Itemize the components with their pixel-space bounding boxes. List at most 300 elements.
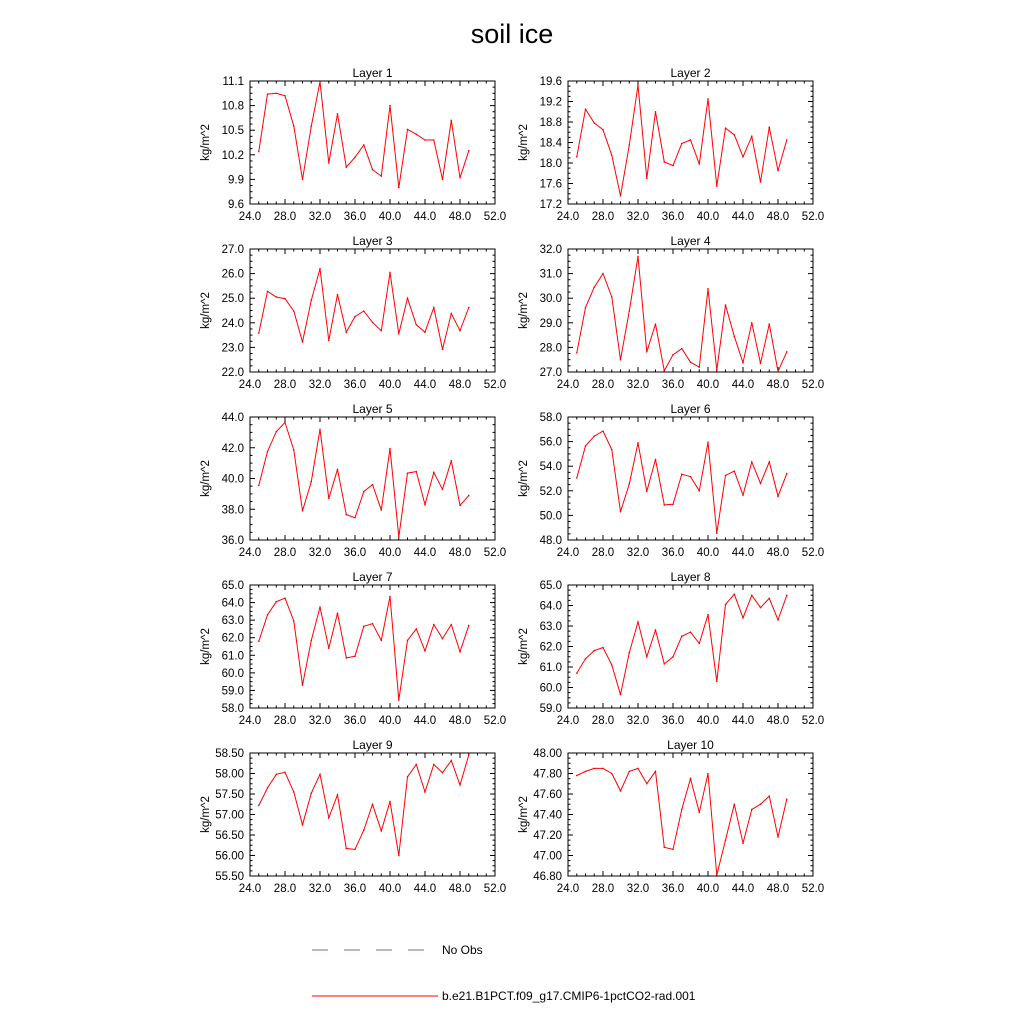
x-tick-label: 36.0 — [343, 211, 367, 223]
x-tick-label: 44.0 — [731, 715, 755, 727]
data-point — [646, 656, 648, 658]
x-tick-label: 32.0 — [626, 883, 650, 895]
data-point — [398, 699, 400, 701]
data-point — [672, 354, 674, 356]
y-tick-label: 32.0 — [539, 244, 562, 256]
y-tick-label: 17.6 — [539, 178, 562, 191]
x-tick-label: 24.0 — [556, 379, 580, 391]
y-tick-label: 18.0 — [539, 158, 562, 170]
y-tick-label: 58.0 — [539, 412, 562, 424]
data-point — [742, 362, 744, 364]
data-point — [620, 359, 622, 361]
data-point — [725, 604, 727, 606]
data-point — [672, 165, 674, 167]
data-point — [768, 795, 770, 797]
y-tick-label: 17.2 — [539, 199, 562, 211]
data-point — [602, 430, 604, 432]
data-point — [389, 105, 391, 107]
data-point — [733, 593, 735, 595]
x-tick-label: 40.0 — [378, 883, 402, 895]
y-axis-label: kg/m^2 — [518, 124, 530, 161]
data-point — [733, 470, 735, 472]
data-point — [293, 125, 295, 127]
y-tick-label: 54.0 — [539, 461, 562, 474]
y-tick-label: 58.50 — [215, 748, 244, 760]
x-tick-label: 52.0 — [483, 883, 507, 895]
data-point — [585, 307, 587, 309]
x-tick-label: 48.0 — [766, 715, 790, 727]
data-point — [415, 628, 417, 630]
data-point — [602, 768, 604, 770]
data-point — [751, 461, 753, 463]
data-point — [768, 323, 770, 325]
data-point — [637, 768, 639, 770]
data-point — [433, 624, 435, 626]
y-axis-label: kg/m^2 — [518, 628, 530, 665]
data-point — [267, 614, 269, 616]
data-point — [751, 594, 753, 596]
x-tick-label: 24.0 — [556, 547, 580, 559]
data-point — [593, 122, 595, 124]
data-point — [698, 643, 700, 645]
data-point — [275, 296, 277, 298]
data-point — [328, 162, 330, 164]
data-point — [407, 472, 409, 474]
x-tick-label: 48.0 — [448, 211, 472, 223]
data-point — [407, 129, 409, 131]
x-tick-label: 52.0 — [483, 379, 507, 391]
data-point — [707, 773, 709, 775]
panel-title: Layer 9 — [352, 738, 393, 752]
y-tick-label: 23.0 — [221, 342, 244, 355]
data-point — [628, 771, 630, 773]
data-point — [681, 143, 683, 145]
data-point — [442, 179, 444, 181]
data-point — [628, 310, 630, 312]
data-point — [585, 445, 587, 447]
y-tick-label: 56.50 — [215, 830, 244, 842]
data-point — [777, 836, 779, 838]
data-point — [646, 491, 648, 493]
y-tick-label: 59.0 — [539, 703, 562, 715]
data-point — [380, 330, 382, 332]
y-tick-label: 9.6 — [228, 199, 244, 211]
data-point — [424, 139, 426, 141]
data-point — [690, 778, 692, 780]
y-tick-label: 38.0 — [221, 504, 244, 517]
data-point — [415, 764, 417, 766]
y-tick-label: 47.40 — [533, 809, 562, 822]
y-tick-label: 47.80 — [533, 768, 562, 781]
x-tick-label: 24.0 — [238, 211, 262, 223]
data-point — [576, 672, 578, 674]
y-tick-label: 48.00 — [533, 748, 562, 760]
x-tick-label: 48.0 — [766, 379, 790, 391]
x-tick-label: 44.0 — [731, 883, 755, 895]
y-tick-label: 22.0 — [221, 367, 244, 379]
x-tick-label: 48.0 — [448, 715, 472, 727]
y-tick-label: 18.4 — [539, 137, 562, 150]
data-point — [663, 161, 665, 163]
data-point — [576, 775, 578, 777]
data-point — [593, 768, 595, 770]
data-point — [681, 635, 683, 637]
data-point — [424, 331, 426, 333]
y-tick-label: 19.2 — [539, 96, 562, 109]
data-point — [389, 801, 391, 803]
y-tick-label: 64.0 — [221, 597, 244, 610]
x-tick-label: 44.0 — [731, 547, 755, 559]
data-point — [337, 468, 339, 470]
data-point — [424, 791, 426, 793]
data-point — [725, 475, 727, 477]
data-point — [354, 156, 356, 158]
data-point — [424, 650, 426, 652]
data-point — [620, 195, 622, 197]
x-tick-label: 24.0 — [238, 715, 262, 727]
data-point — [398, 187, 400, 189]
data-point — [337, 612, 339, 614]
data-point — [593, 650, 595, 652]
y-tick-label: 30.0 — [539, 293, 562, 306]
data-point — [398, 855, 400, 857]
data-point — [310, 792, 312, 794]
data-point — [398, 536, 400, 538]
data-point — [585, 658, 587, 660]
data-point — [742, 842, 744, 844]
y-tick-label: 24.0 — [221, 317, 244, 330]
x-tick-label: 40.0 — [378, 379, 402, 391]
data-point — [293, 310, 295, 312]
data-point — [672, 656, 674, 658]
data-point — [742, 494, 744, 496]
panel-title: Layer 1 — [352, 66, 393, 80]
data-point — [628, 652, 630, 654]
x-tick-label: 48.0 — [766, 883, 790, 895]
data-point — [459, 651, 461, 653]
y-tick-label: 9.9 — [228, 174, 244, 187]
data-point — [637, 84, 639, 86]
y-axis-label: kg/m^2 — [200, 460, 212, 497]
x-tick-label: 40.0 — [378, 715, 402, 727]
data-point — [363, 310, 365, 312]
y-tick-label: 61.0 — [221, 650, 244, 663]
x-tick-label: 48.0 — [448, 547, 472, 559]
data-point — [716, 185, 718, 187]
data-point — [768, 598, 770, 600]
y-axis-label: kg/m^2 — [200, 628, 212, 665]
data-point — [363, 625, 365, 627]
data-point — [284, 597, 286, 599]
data-point — [733, 336, 735, 338]
data-point — [442, 488, 444, 490]
panel-title: Layer 8 — [670, 570, 711, 584]
x-tick-label: 44.0 — [413, 379, 437, 391]
x-tick-label: 52.0 — [801, 379, 825, 391]
data-point — [585, 771, 587, 773]
data-point — [293, 791, 295, 793]
x-tick-label: 44.0 — [413, 547, 437, 559]
data-point — [415, 471, 417, 473]
x-tick-label: 28.0 — [591, 211, 615, 223]
data-point — [345, 331, 347, 333]
panel-title: Layer 7 — [352, 570, 393, 584]
legend-model-label: b.e21.B1PCT.f09_g17.CMIP6-1pctCO2-rad.001 — [442, 989, 696, 1003]
x-tick-label: 24.0 — [556, 715, 580, 727]
data-point — [681, 473, 683, 475]
x-tick-label: 40.0 — [378, 547, 402, 559]
data-point — [576, 477, 578, 479]
x-tick-label: 32.0 — [308, 379, 332, 391]
data-point — [433, 307, 435, 309]
data-point — [450, 624, 452, 626]
panel-title: Layer 5 — [352, 402, 393, 416]
y-tick-label: 63.0 — [539, 621, 562, 633]
x-tick-label: 28.0 — [273, 379, 297, 391]
data-point — [602, 129, 604, 131]
data-point — [310, 299, 312, 301]
x-tick-label: 24.0 — [238, 379, 262, 391]
data-point — [380, 509, 382, 511]
x-tick-label: 24.0 — [238, 547, 262, 559]
x-tick-label: 28.0 — [273, 883, 297, 895]
data-point — [415, 134, 417, 136]
data-point — [267, 291, 269, 293]
y-axis-label: kg/m^2 — [518, 796, 530, 833]
data-point — [637, 621, 639, 623]
x-tick-label: 32.0 — [626, 715, 650, 727]
x-tick-label: 36.0 — [343, 883, 367, 895]
data-point — [267, 451, 269, 453]
x-tick-label: 36.0 — [343, 715, 367, 727]
data-point — [707, 98, 709, 100]
data-point — [672, 504, 674, 506]
data-point — [345, 848, 347, 850]
data-point — [637, 442, 639, 444]
data-point — [415, 324, 417, 326]
y-tick-label: 64.0 — [539, 600, 562, 613]
data-point — [760, 607, 762, 609]
data-point — [450, 760, 452, 762]
data-point — [319, 81, 321, 83]
data-point — [468, 625, 470, 627]
data-point — [267, 787, 269, 789]
data-point — [284, 422, 286, 424]
y-tick-label: 57.50 — [215, 789, 244, 801]
x-tick-label: 52.0 — [483, 715, 507, 727]
data-point — [576, 352, 578, 354]
x-tick-label: 28.0 — [591, 547, 615, 559]
data-point — [319, 774, 321, 776]
x-tick-label: 48.0 — [766, 547, 790, 559]
data-point — [725, 304, 727, 306]
data-point — [663, 663, 665, 665]
y-axis-label: kg/m^2 — [200, 292, 212, 329]
data-point — [716, 369, 718, 371]
y-axis-label: kg/m^2 — [518, 292, 530, 329]
x-tick-label: 52.0 — [801, 883, 825, 895]
data-point — [372, 623, 374, 625]
x-tick-label: 40.0 — [696, 547, 720, 559]
x-tick-label: 48.0 — [766, 211, 790, 223]
data-point — [707, 288, 709, 290]
data-point — [310, 640, 312, 642]
x-tick-label: 48.0 — [448, 883, 472, 895]
y-tick-label: 46.80 — [533, 871, 562, 883]
data-point — [258, 805, 260, 807]
data-point — [620, 694, 622, 696]
data-point — [628, 144, 630, 146]
data-point — [725, 839, 727, 841]
x-tick-label: 32.0 — [626, 211, 650, 223]
x-tick-label: 24.0 — [556, 883, 580, 895]
y-tick-label: 47.20 — [533, 830, 562, 842]
x-tick-label: 32.0 — [626, 379, 650, 391]
data-point — [459, 505, 461, 507]
data-point — [585, 108, 587, 110]
data-point — [672, 849, 674, 851]
data-point — [345, 514, 347, 516]
y-tick-label: 27.0 — [539, 367, 562, 379]
data-point — [372, 322, 374, 324]
data-point — [593, 286, 595, 288]
y-tick-label: 59.0 — [221, 685, 244, 698]
data-point — [433, 764, 435, 766]
data-point — [354, 849, 356, 851]
data-point — [698, 490, 700, 492]
y-tick-label: 65.0 — [539, 580, 562, 592]
data-point — [372, 484, 374, 486]
x-tick-label: 28.0 — [591, 379, 615, 391]
y-tick-label: 52.0 — [539, 485, 562, 498]
y-tick-label: 42.0 — [221, 442, 244, 455]
data-point — [777, 170, 779, 172]
x-tick-label: 28.0 — [591, 883, 615, 895]
y-tick-label: 56.00 — [215, 850, 244, 863]
data-point — [293, 449, 295, 451]
x-tick-label: 36.0 — [343, 379, 367, 391]
x-tick-label: 36.0 — [343, 547, 367, 559]
x-tick-label: 36.0 — [661, 379, 685, 391]
data-point — [786, 798, 788, 800]
data-point — [786, 351, 788, 353]
x-tick-label: 52.0 — [483, 211, 507, 223]
y-axis-label: kg/m^2 — [200, 796, 212, 833]
x-tick-label: 40.0 — [378, 211, 402, 223]
data-point — [302, 510, 304, 512]
data-point — [620, 790, 622, 792]
x-tick-label: 32.0 — [308, 211, 332, 223]
data-point — [407, 640, 409, 642]
data-point — [380, 640, 382, 642]
data-point — [328, 498, 330, 500]
data-point — [319, 429, 321, 431]
data-point — [433, 139, 435, 141]
data-point — [258, 640, 260, 642]
data-point — [372, 803, 374, 805]
y-tick-label: 10.2 — [221, 149, 244, 162]
data-point — [442, 638, 444, 640]
data-point — [663, 847, 665, 849]
data-point — [275, 431, 277, 433]
x-tick-label: 44.0 — [413, 715, 437, 727]
x-tick-label: 32.0 — [308, 547, 332, 559]
data-point — [328, 340, 330, 342]
y-tick-label: 11.1 — [222, 76, 244, 88]
data-point — [707, 614, 709, 616]
data-point — [354, 316, 356, 318]
data-point — [337, 294, 339, 296]
data-point — [655, 459, 657, 461]
data-point — [468, 150, 470, 152]
y-tick-label: 47.60 — [533, 789, 562, 801]
data-point — [646, 783, 648, 785]
data-point — [655, 323, 657, 325]
y-tick-label: 29.0 — [539, 317, 562, 330]
y-tick-label: 61.0 — [539, 662, 562, 674]
data-point — [459, 177, 461, 179]
data-point — [742, 156, 744, 158]
data-point — [363, 144, 365, 146]
y-tick-label: 10.8 — [221, 100, 244, 113]
data-point — [777, 619, 779, 621]
data-point — [372, 169, 374, 171]
x-tick-label: 40.0 — [696, 883, 720, 895]
y-tick-label: 36.0 — [221, 535, 244, 547]
x-tick-label: 24.0 — [556, 211, 580, 223]
y-tick-label: 10.5 — [221, 125, 244, 138]
data-point — [620, 511, 622, 513]
x-tick-label: 40.0 — [696, 715, 720, 727]
data-point — [707, 441, 709, 443]
data-point — [442, 349, 444, 351]
y-tick-label: 25.0 — [221, 293, 244, 306]
data-point — [345, 657, 347, 659]
data-point — [302, 179, 304, 181]
data-point — [716, 532, 718, 534]
data-point — [733, 803, 735, 805]
y-axis-label: kg/m^2 — [200, 124, 212, 161]
x-tick-label: 32.0 — [308, 715, 332, 727]
y-tick-label: 27.0 — [221, 244, 244, 256]
y-tick-label: 44.0 — [221, 412, 244, 424]
y-tick-label: 63.0 — [221, 615, 244, 628]
panel-title: Layer 6 — [670, 402, 711, 416]
y-tick-label: 48.0 — [539, 535, 562, 547]
data-point — [646, 178, 648, 180]
data-point — [284, 771, 286, 773]
x-tick-label: 44.0 — [413, 211, 437, 223]
y-tick-label: 60.0 — [221, 667, 244, 680]
data-point — [751, 809, 753, 811]
data-point — [354, 517, 356, 519]
data-point — [468, 307, 470, 309]
data-point — [302, 684, 304, 686]
y-tick-label: 65.0 — [221, 580, 244, 592]
data-point — [293, 620, 295, 622]
legend-obs-label: No Obs — [442, 943, 483, 957]
data-point — [424, 504, 426, 506]
data-point — [602, 647, 604, 649]
y-tick-label: 28.0 — [539, 342, 562, 355]
data-point — [716, 874, 718, 876]
data-point — [690, 139, 692, 141]
panel-title: Layer 10 — [667, 738, 714, 752]
data-point — [354, 655, 356, 657]
x-tick-label: 36.0 — [661, 715, 685, 727]
data-point — [611, 449, 613, 451]
data-point — [468, 754, 470, 756]
